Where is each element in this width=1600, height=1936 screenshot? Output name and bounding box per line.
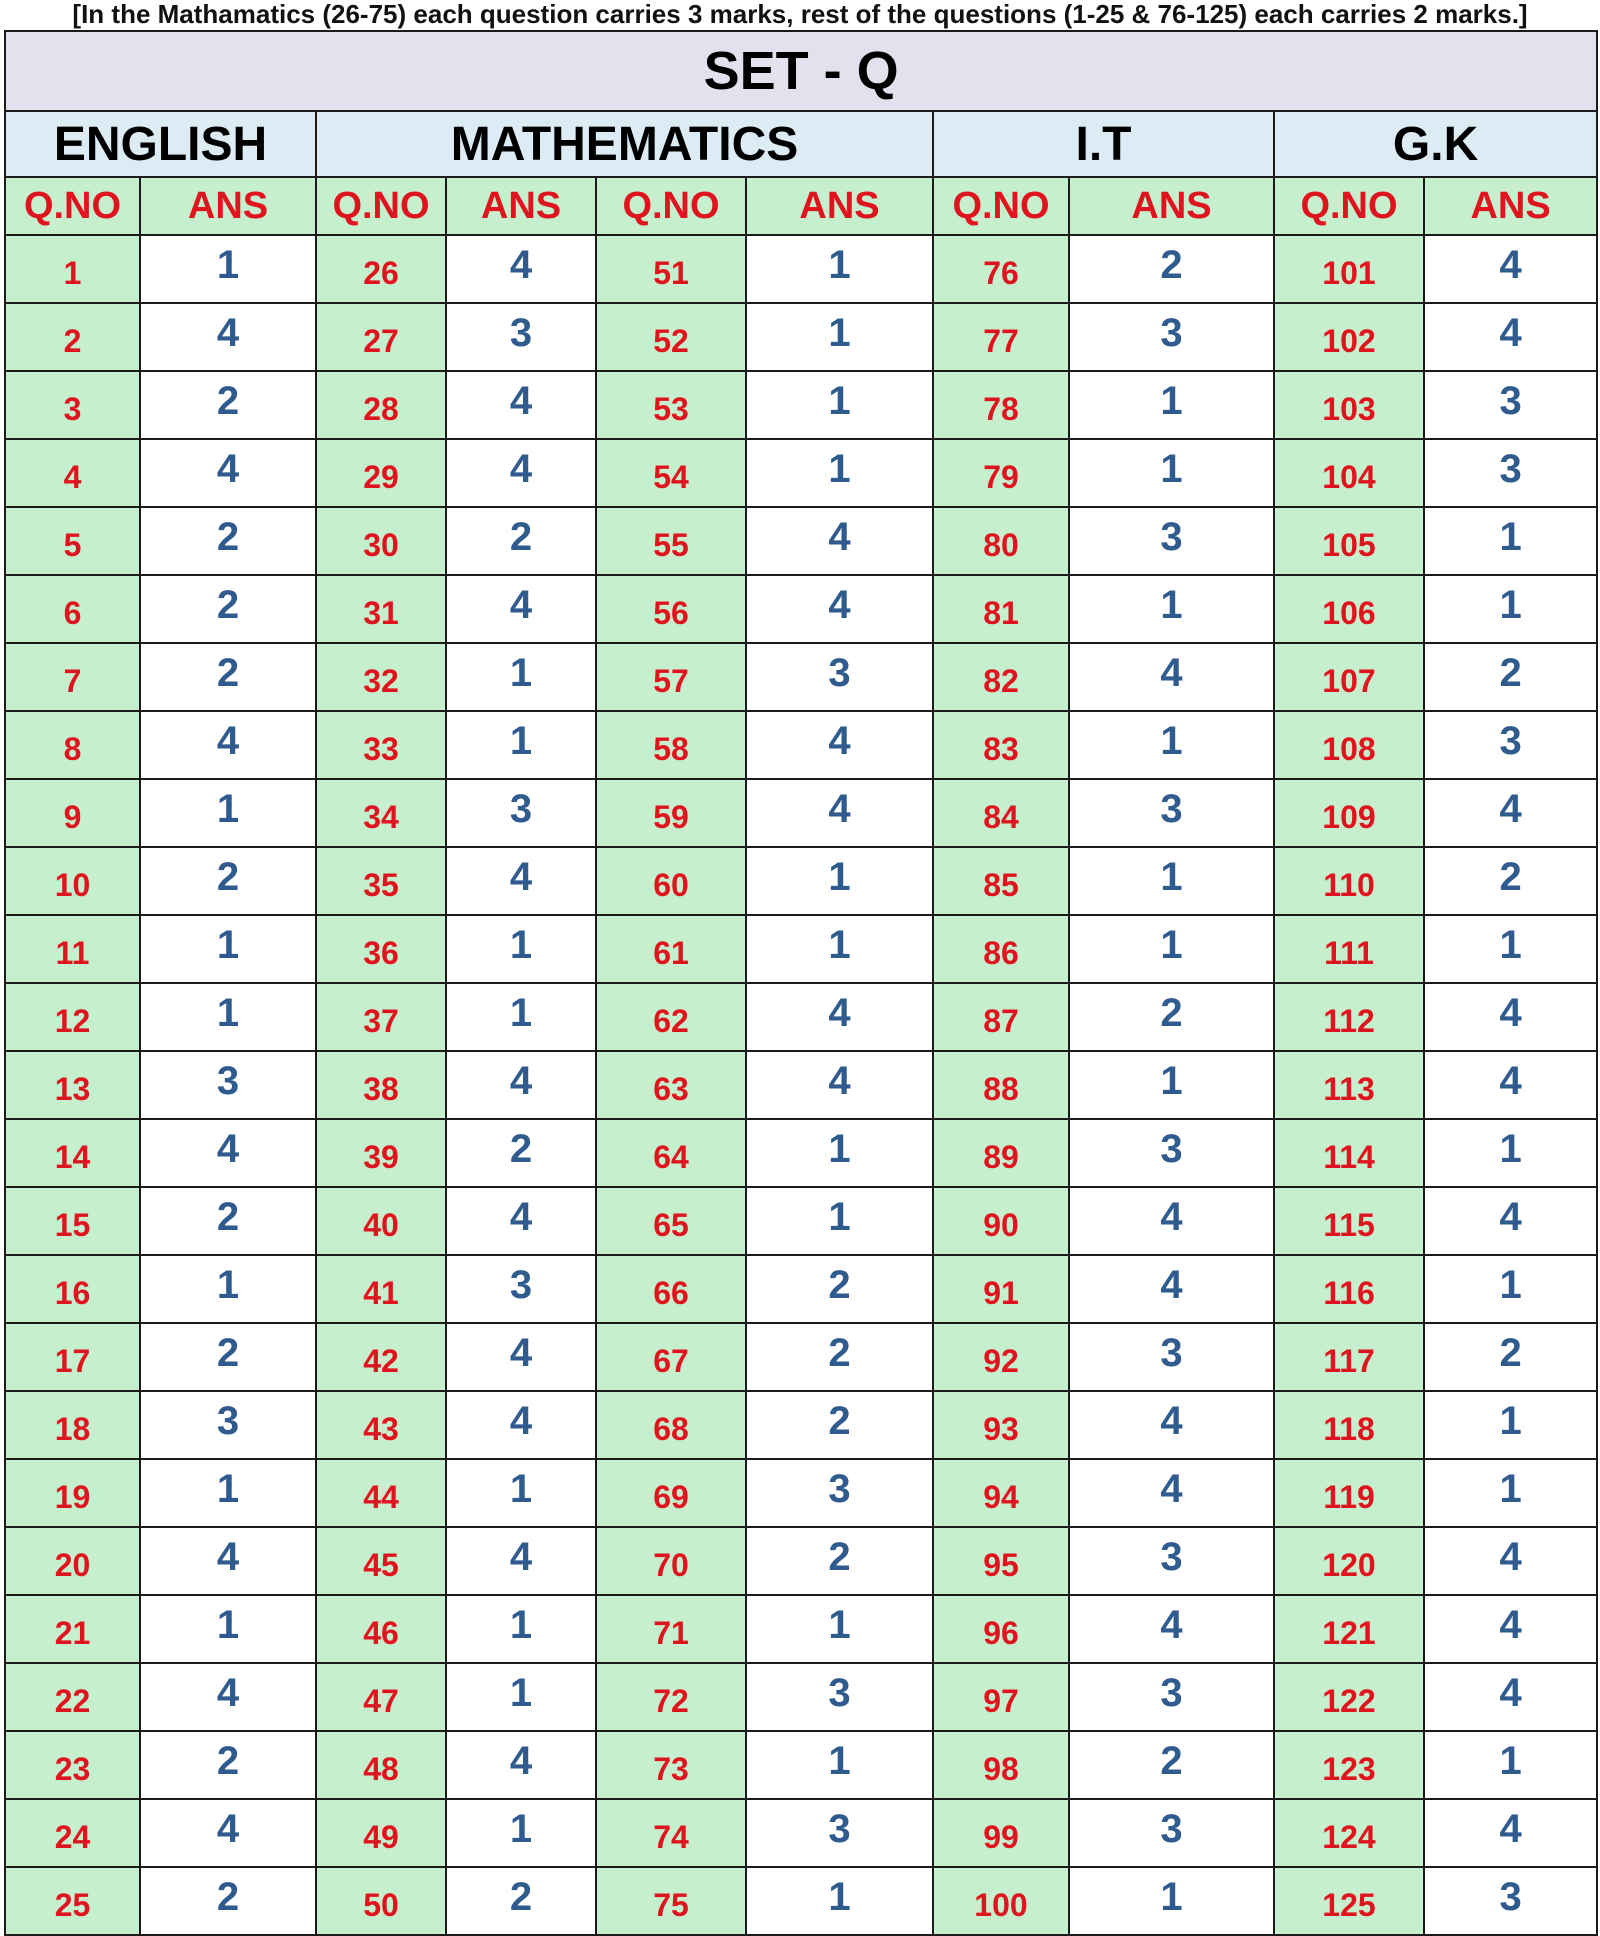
answer-cell: 3 xyxy=(1069,1119,1274,1187)
answer-cell: 1 xyxy=(1424,1255,1597,1323)
answer-cell: 4 xyxy=(746,711,933,779)
question-number-cell: 41 xyxy=(316,1255,446,1323)
answer-cell: 4 xyxy=(446,1187,596,1255)
answer-cell: 4 xyxy=(446,847,596,915)
answer-cell: 4 xyxy=(1424,1051,1597,1119)
question-number-cell: 58 xyxy=(596,711,746,779)
answer-cell: 2 xyxy=(746,1391,933,1459)
question-number-cell: 79 xyxy=(933,439,1069,507)
answer-cell: 3 xyxy=(1069,1799,1274,1867)
answer-cell: 4 xyxy=(140,303,316,371)
question-number-cell: 85 xyxy=(933,847,1069,915)
answer-cell: 4 xyxy=(746,507,933,575)
question-number-cell: 109 xyxy=(1274,779,1424,847)
question-number-cell: 32 xyxy=(316,643,446,711)
answer-cell: 2 xyxy=(140,575,316,643)
answer-cell: 4 xyxy=(446,1527,596,1595)
question-number-cell: 103 xyxy=(1274,371,1424,439)
table-row xyxy=(5,1527,1597,1595)
answer-cell: 4 xyxy=(1424,1187,1597,1255)
answer-cell: 1 xyxy=(746,915,933,983)
question-number-cell: 53 xyxy=(596,371,746,439)
answer-cell: 3 xyxy=(1069,303,1274,371)
answer-cell: 4 xyxy=(1424,1527,1597,1595)
question-number-cell: 50 xyxy=(316,1867,446,1935)
answer-cell: 2 xyxy=(140,643,316,711)
column-label: ANS xyxy=(140,177,316,235)
column-label: Q.NO xyxy=(1274,177,1424,235)
question-number-cell: 105 xyxy=(1274,507,1424,575)
question-number-cell: 76 xyxy=(933,235,1069,303)
answer-cell: 1 xyxy=(746,439,933,507)
question-number-cell: 62 xyxy=(596,983,746,1051)
question-number-cell: 106 xyxy=(1274,575,1424,643)
question-number-cell: 64 xyxy=(596,1119,746,1187)
answer-cell: 2 xyxy=(746,1323,933,1391)
answer-cell: 4 xyxy=(1424,1799,1597,1867)
answer-cell: 1 xyxy=(1424,507,1597,575)
answer-cell: 2 xyxy=(140,1323,316,1391)
question-number-cell: 37 xyxy=(316,983,446,1051)
answer-cell: 1 xyxy=(140,915,316,983)
question-number-cell: 95 xyxy=(933,1527,1069,1595)
table-row xyxy=(5,575,1597,643)
answer-cell: 4 xyxy=(446,1051,596,1119)
question-number-cell: 43 xyxy=(316,1391,446,1459)
question-number-cell: 71 xyxy=(596,1595,746,1663)
question-number-cell: 81 xyxy=(933,575,1069,643)
question-number-cell: 101 xyxy=(1274,235,1424,303)
question-number-cell: 60 xyxy=(596,847,746,915)
question-number-cell: 48 xyxy=(316,1731,446,1799)
answer-cell: 1 xyxy=(140,1459,316,1527)
question-number-cell: 73 xyxy=(596,1731,746,1799)
question-number-cell: 47 xyxy=(316,1663,446,1731)
question-number-cell: 7 xyxy=(5,643,140,711)
question-number-cell: 66 xyxy=(596,1255,746,1323)
answer-cell: 2 xyxy=(746,1255,933,1323)
question-number-cell: 61 xyxy=(596,915,746,983)
answer-cell: 3 xyxy=(1069,507,1274,575)
question-number-cell: 12 xyxy=(5,983,140,1051)
answer-cell: 2 xyxy=(1069,1731,1274,1799)
set-title: SET - Q xyxy=(5,31,1597,111)
answer-cell: 4 xyxy=(1069,643,1274,711)
answer-cell: 3 xyxy=(140,1051,316,1119)
table-row xyxy=(5,1187,1597,1255)
question-number-cell: 113 xyxy=(1274,1051,1424,1119)
answer-cell: 2 xyxy=(1424,643,1597,711)
question-number-cell: 118 xyxy=(1274,1391,1424,1459)
question-number-cell: 100 xyxy=(933,1867,1069,1935)
answer-cell: 3 xyxy=(446,779,596,847)
question-number-cell: 119 xyxy=(1274,1459,1424,1527)
question-number-cell: 104 xyxy=(1274,439,1424,507)
answer-cell: 4 xyxy=(746,983,933,1051)
answer-cell: 4 xyxy=(140,439,316,507)
answer-cell: 3 xyxy=(1424,1867,1597,1935)
question-number-cell: 42 xyxy=(316,1323,446,1391)
question-number-cell: 77 xyxy=(933,303,1069,371)
table-row xyxy=(5,711,1597,779)
answer-cell: 3 xyxy=(1069,1527,1274,1595)
answer-cell: 2 xyxy=(1069,983,1274,1051)
question-number-cell: 2 xyxy=(5,303,140,371)
question-number-cell: 121 xyxy=(1274,1595,1424,1663)
question-number-cell: 45 xyxy=(316,1527,446,1595)
question-number-cell: 67 xyxy=(596,1323,746,1391)
question-number-cell: 80 xyxy=(933,507,1069,575)
question-number-cell: 8 xyxy=(5,711,140,779)
table-row xyxy=(5,1323,1597,1391)
question-number-cell: 10 xyxy=(5,847,140,915)
table-row xyxy=(5,371,1597,439)
question-number-cell: 54 xyxy=(596,439,746,507)
answer-cell: 4 xyxy=(446,235,596,303)
question-number-cell: 115 xyxy=(1274,1187,1424,1255)
answer-cell: 4 xyxy=(1424,1595,1597,1663)
answer-cell: 1 xyxy=(746,303,933,371)
answer-cell: 4 xyxy=(1069,1595,1274,1663)
answer-cell: 3 xyxy=(746,1799,933,1867)
table-row xyxy=(5,439,1597,507)
answer-cell: 1 xyxy=(1069,371,1274,439)
question-number-cell: 108 xyxy=(1274,711,1424,779)
answer-cell: 4 xyxy=(1069,1255,1274,1323)
answer-cell: 1 xyxy=(140,235,316,303)
answer-cell: 1 xyxy=(446,711,596,779)
question-number-cell: 114 xyxy=(1274,1119,1424,1187)
question-number-cell: 1 xyxy=(5,235,140,303)
table-row xyxy=(5,983,1597,1051)
answer-cell: 4 xyxy=(140,1527,316,1595)
table-row xyxy=(5,1799,1597,1867)
answer-cell: 1 xyxy=(746,1119,933,1187)
answer-cell: 4 xyxy=(1069,1187,1274,1255)
answer-cell: 4 xyxy=(1069,1459,1274,1527)
question-number-cell: 4 xyxy=(5,439,140,507)
question-number-cell: 51 xyxy=(596,235,746,303)
answer-cell: 2 xyxy=(746,1527,933,1595)
answer-cell: 3 xyxy=(746,1459,933,1527)
question-number-cell: 18 xyxy=(5,1391,140,1459)
table-row xyxy=(5,1663,1597,1731)
answer-cell: 4 xyxy=(446,1731,596,1799)
question-number-cell: 22 xyxy=(5,1663,140,1731)
question-number-cell: 56 xyxy=(596,575,746,643)
answer-cell: 3 xyxy=(1069,1323,1274,1391)
question-number-cell: 34 xyxy=(316,779,446,847)
table-row xyxy=(5,303,1597,371)
answer-cell: 4 xyxy=(1069,1391,1274,1459)
question-number-cell: 9 xyxy=(5,779,140,847)
answer-cell: 2 xyxy=(446,1119,596,1187)
answer-cell: 1 xyxy=(1424,1731,1597,1799)
question-number-cell: 88 xyxy=(933,1051,1069,1119)
question-number-cell: 21 xyxy=(5,1595,140,1663)
answer-cell: 1 xyxy=(140,1255,316,1323)
question-number-cell: 57 xyxy=(596,643,746,711)
question-number-cell: 111 xyxy=(1274,915,1424,983)
table-row xyxy=(5,1051,1597,1119)
question-number-cell: 5 xyxy=(5,507,140,575)
question-number-cell: 38 xyxy=(316,1051,446,1119)
subject-mathematics: MATHEMATICS xyxy=(316,111,933,177)
answer-key-table xyxy=(4,30,1598,1936)
question-number-cell: 116 xyxy=(1274,1255,1424,1323)
answer-cell: 4 xyxy=(140,1119,316,1187)
answer-cell: 2 xyxy=(140,371,316,439)
answer-cell: 1 xyxy=(446,1459,596,1527)
question-number-cell: 39 xyxy=(316,1119,446,1187)
question-number-cell: 28 xyxy=(316,371,446,439)
answer-cell: 1 xyxy=(1069,1867,1274,1935)
question-number-cell: 117 xyxy=(1274,1323,1424,1391)
table-row xyxy=(5,1391,1597,1459)
question-number-cell: 83 xyxy=(933,711,1069,779)
answer-cell: 1 xyxy=(1424,1459,1597,1527)
table-row xyxy=(5,1459,1597,1527)
table-row xyxy=(5,507,1597,575)
answer-cell: 2 xyxy=(1069,235,1274,303)
question-number-cell: 17 xyxy=(5,1323,140,1391)
answer-cell: 4 xyxy=(140,711,316,779)
answer-cell: 2 xyxy=(140,847,316,915)
question-number-cell: 124 xyxy=(1274,1799,1424,1867)
answer-cell: 2 xyxy=(1424,1323,1597,1391)
answer-cell: 4 xyxy=(140,1663,316,1731)
question-number-cell: 15 xyxy=(5,1187,140,1255)
column-label: Q.NO xyxy=(596,177,746,235)
answer-cell: 1 xyxy=(1424,575,1597,643)
answer-cell: 2 xyxy=(446,507,596,575)
answer-cell: 1 xyxy=(140,1595,316,1663)
answer-cell: 1 xyxy=(746,1731,933,1799)
answer-cell: 2 xyxy=(1424,847,1597,915)
question-number-cell: 36 xyxy=(316,915,446,983)
question-number-cell: 69 xyxy=(596,1459,746,1527)
question-number-cell: 65 xyxy=(596,1187,746,1255)
answer-cell: 1 xyxy=(1069,915,1274,983)
question-number-cell: 74 xyxy=(596,1799,746,1867)
answer-cell: 2 xyxy=(140,1187,316,1255)
answer-cell: 1 xyxy=(446,1595,596,1663)
answer-cell: 3 xyxy=(446,1255,596,1323)
question-number-cell: 102 xyxy=(1274,303,1424,371)
question-number-cell: 98 xyxy=(933,1731,1069,1799)
answer-cell: 1 xyxy=(746,371,933,439)
question-number-cell: 72 xyxy=(596,1663,746,1731)
answer-cell: 3 xyxy=(746,643,933,711)
answer-cell: 1 xyxy=(446,1799,596,1867)
question-number-cell: 70 xyxy=(596,1527,746,1595)
question-number-cell: 87 xyxy=(933,983,1069,1051)
question-number-cell: 110 xyxy=(1274,847,1424,915)
question-number-cell: 14 xyxy=(5,1119,140,1187)
answer-cell: 2 xyxy=(140,507,316,575)
question-number-cell: 19 xyxy=(5,1459,140,1527)
table-row xyxy=(5,915,1597,983)
answer-cell: 1 xyxy=(446,983,596,1051)
question-number-cell: 3 xyxy=(5,371,140,439)
question-number-cell: 123 xyxy=(1274,1731,1424,1799)
question-number-cell: 122 xyxy=(1274,1663,1424,1731)
question-number-cell: 120 xyxy=(1274,1527,1424,1595)
answer-cell: 1 xyxy=(446,915,596,983)
question-number-cell: 125 xyxy=(1274,1867,1424,1935)
question-number-cell: 11 xyxy=(5,915,140,983)
table-row xyxy=(5,235,1597,303)
answer-cell: 1 xyxy=(746,847,933,915)
table-row xyxy=(5,1867,1597,1935)
answer-cell: 1 xyxy=(1069,1051,1274,1119)
question-number-cell: 30 xyxy=(316,507,446,575)
question-number-cell: 93 xyxy=(933,1391,1069,1459)
question-number-cell: 82 xyxy=(933,643,1069,711)
question-number-cell: 68 xyxy=(596,1391,746,1459)
question-number-cell: 26 xyxy=(316,235,446,303)
answer-cell: 4 xyxy=(746,575,933,643)
answer-cell: 1 xyxy=(446,643,596,711)
question-number-cell: 20 xyxy=(5,1527,140,1595)
table-row xyxy=(5,1731,1597,1799)
answer-cell: 1 xyxy=(1424,1391,1597,1459)
answer-cell: 4 xyxy=(446,439,596,507)
question-number-cell: 24 xyxy=(5,1799,140,1867)
answer-cell: 1 xyxy=(1069,575,1274,643)
question-number-cell: 92 xyxy=(933,1323,1069,1391)
question-number-cell: 91 xyxy=(933,1255,1069,1323)
answer-cell: 4 xyxy=(746,1051,933,1119)
answer-cell: 1 xyxy=(1424,915,1597,983)
question-number-cell: 97 xyxy=(933,1663,1069,1731)
question-number-cell: 33 xyxy=(316,711,446,779)
question-number-cell: 75 xyxy=(596,1867,746,1935)
question-number-cell: 59 xyxy=(596,779,746,847)
answer-cell: 1 xyxy=(746,1867,933,1935)
question-number-cell: 31 xyxy=(316,575,446,643)
marking-note: [In the Mathamatics (26-75) each question carries 3 marks, rest of the questions (1-25 & 76-125) each carries 2 marks.] xyxy=(72,0,1528,29)
question-number-cell: 86 xyxy=(933,915,1069,983)
question-number-cell: 63 xyxy=(596,1051,746,1119)
column-label: ANS xyxy=(1424,177,1597,235)
question-number-cell: 16 xyxy=(5,1255,140,1323)
answer-cell: 1 xyxy=(140,983,316,1051)
table-row xyxy=(5,1119,1597,1187)
column-label: ANS xyxy=(446,177,596,235)
answer-cell: 1 xyxy=(446,1663,596,1731)
answer-cell: 2 xyxy=(140,1731,316,1799)
answer-cell: 3 xyxy=(1424,711,1597,779)
question-number-cell: 99 xyxy=(933,1799,1069,1867)
answer-cell: 1 xyxy=(746,235,933,303)
question-number-cell: 25 xyxy=(5,1867,140,1935)
question-number-cell: 90 xyxy=(933,1187,1069,1255)
subject-gk: G.K xyxy=(1274,111,1597,177)
table-row xyxy=(5,847,1597,915)
subject-english: ENGLISH xyxy=(5,111,316,177)
table-row xyxy=(5,1595,1597,1663)
answer-cell: 1 xyxy=(1069,711,1274,779)
answer-cell: 2 xyxy=(446,1867,596,1935)
question-number-cell: 89 xyxy=(933,1119,1069,1187)
answer-cell: 1 xyxy=(746,1187,933,1255)
question-number-cell: 84 xyxy=(933,779,1069,847)
column-label: ANS xyxy=(746,177,933,235)
subject-it: I.T xyxy=(933,111,1274,177)
question-number-cell: 96 xyxy=(933,1595,1069,1663)
question-number-cell: 13 xyxy=(5,1051,140,1119)
question-number-cell: 40 xyxy=(316,1187,446,1255)
answer-cell: 4 xyxy=(446,575,596,643)
question-number-cell: 49 xyxy=(316,1799,446,1867)
table-row xyxy=(5,643,1597,711)
column-label: ANS xyxy=(1069,177,1274,235)
answer-cell: 1 xyxy=(1424,1119,1597,1187)
question-number-cell: 23 xyxy=(5,1731,140,1799)
question-number-cell: 6 xyxy=(5,575,140,643)
answer-cell: 1 xyxy=(746,1595,933,1663)
answer-cell: 4 xyxy=(1424,779,1597,847)
table-row xyxy=(5,1255,1597,1323)
answer-cell: 3 xyxy=(446,303,596,371)
answer-cell: 3 xyxy=(140,1391,316,1459)
answer-cell: 4 xyxy=(446,1323,596,1391)
answer-cell: 4 xyxy=(1424,303,1597,371)
table-row xyxy=(5,779,1597,847)
question-number-cell: 55 xyxy=(596,507,746,575)
answer-cell: 4 xyxy=(1424,235,1597,303)
answer-cell: 1 xyxy=(140,779,316,847)
answer-cell: 3 xyxy=(1424,439,1597,507)
question-number-cell: 107 xyxy=(1274,643,1424,711)
question-number-cell: 35 xyxy=(316,847,446,915)
question-number-cell: 44 xyxy=(316,1459,446,1527)
question-number-cell: 46 xyxy=(316,1595,446,1663)
answer-cell: 4 xyxy=(1424,983,1597,1051)
answer-cell: 3 xyxy=(746,1663,933,1731)
question-number-cell: 78 xyxy=(933,371,1069,439)
answer-cell: 1 xyxy=(1069,439,1274,507)
answer-cell: 4 xyxy=(746,779,933,847)
answer-cell: 3 xyxy=(1069,779,1274,847)
answer-cell: 3 xyxy=(1069,1663,1274,1731)
column-label: Q.NO xyxy=(316,177,446,235)
question-number-cell: 112 xyxy=(1274,983,1424,1051)
question-number-cell: 52 xyxy=(596,303,746,371)
column-label: Q.NO xyxy=(933,177,1069,235)
question-number-cell: 94 xyxy=(933,1459,1069,1527)
answer-cell: 4 xyxy=(446,1391,596,1459)
answer-cell: 4 xyxy=(140,1799,316,1867)
question-number-cell: 27 xyxy=(316,303,446,371)
question-number-cell: 29 xyxy=(316,439,446,507)
column-label: Q.NO xyxy=(5,177,140,235)
answer-cell: 2 xyxy=(140,1867,316,1935)
answer-cell: 3 xyxy=(1424,371,1597,439)
answer-cell: 4 xyxy=(446,371,596,439)
answer-cell: 1 xyxy=(1069,847,1274,915)
answer-cell: 4 xyxy=(1424,1663,1597,1731)
